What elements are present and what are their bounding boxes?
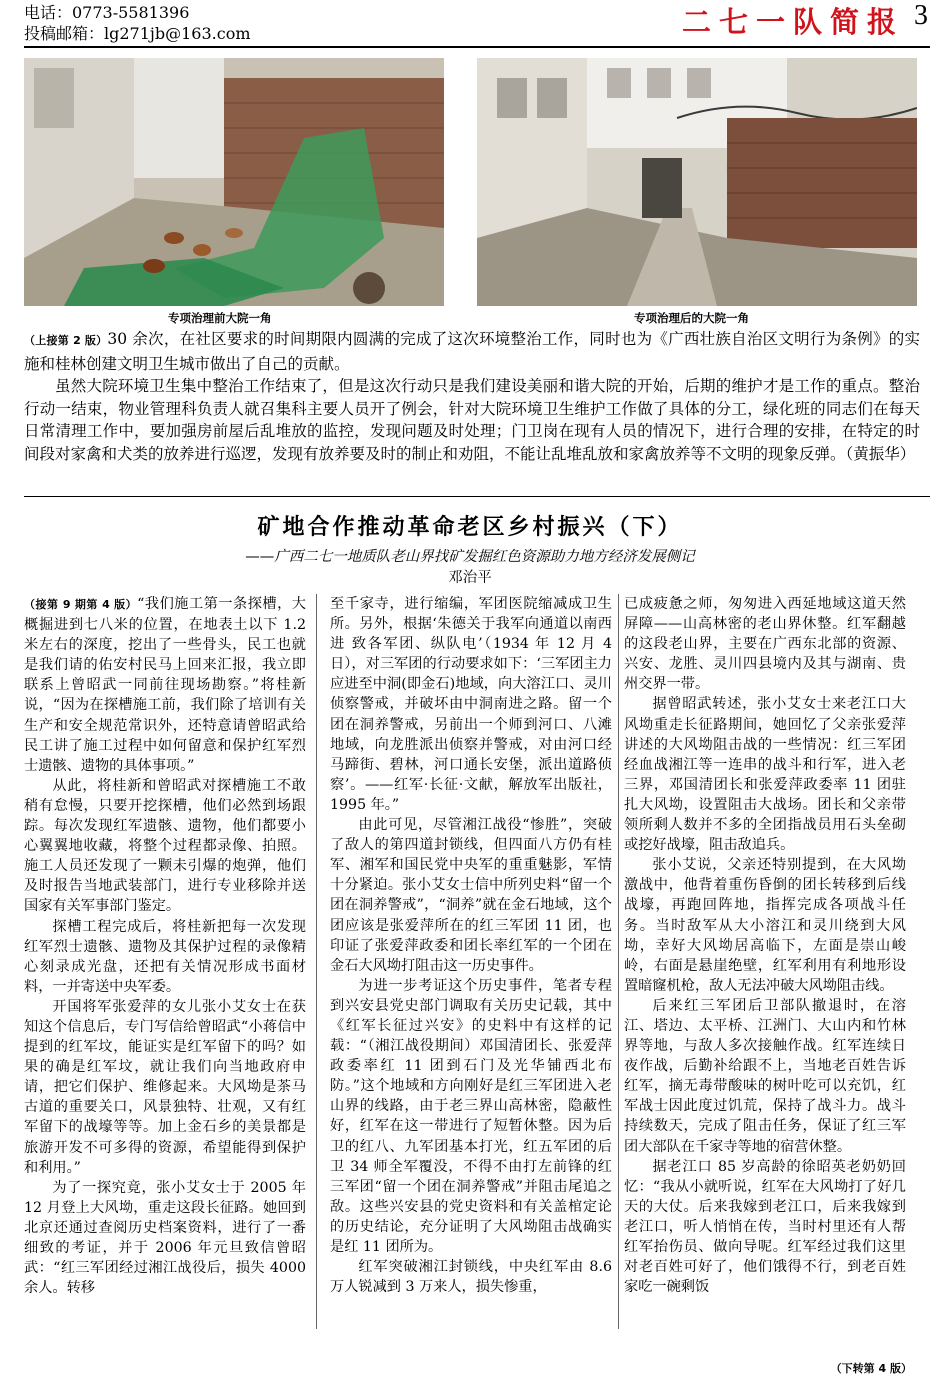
article-paragraph: 由此可见，尽管湘江战役“惨胜”，突破了敌人的第四道封锁线，但四面八方仍有桂军、湘军和国民党中央军的重重魅影，军情十分紧迫。张小艾女士信中所列史料“留一个团在洞养警戒”，“洞养”就在金石地域，这个团应该是张爱萍所在的红三军团 11 团，也印证了张爱萍政委和团长率红军的一个团在金石大风坳打阻击这一历史事件。 [330, 817, 612, 974]
article-column-2 [330, 594, 612, 1334]
article-paragraph: 已成疲惫之师，匆匆进入西延地域这道天然屏障——山高林密的老山界休整。红军翻越的这段老山界，主要在广西东北部的资源、兴安、龙胜、灵川四县境内及其与湖南、贵州交界一带。 [624, 596, 906, 693]
photo-before-caption: 专项治理前大院一角 [168, 311, 272, 325]
article-paragraph: 为进一步考证这个历史事件，笔者专程到兴安县党史部门调取有关历史记载，其中《红军长征过兴安》的史料中有这样的记载：“（湘江战役期间）邓国清团长、张爱萍政委率红 11 团到石门及光华铺西北布防。”这个地域和方向刚好是红三军团进入老山界的线路，由于老三界山高林密，隐蔽性好，红军在这一带进行了短暂休整。因为后卫的红八、九军团基本打光，红五军团的后卫 34 师全军覆没，不得不由打左前锋的红三军团“留一个团在洞养警戒”并阻击尾追之敌。这些兴安县的党史资料和有关盖棺定论的历史结论，充分证明了大风坳阻击战确实是红 11 团所为。 [330, 977, 612, 1255]
phone-number: 电话：0773-5581396 [24, 3, 190, 22]
page-header [0, 0, 940, 48]
page-number: 3 [914, 0, 928, 31]
article-paragraph: 开国将军张爱萍的女儿张小艾女士在获知这个信息后，专门写信给曾昭武“小蒋信中提到的红军坟，能证实是红军留下的吗？如果的确是红军坟，就让我们向当地政府申请，把它们保护、维修起来。大风坳是茶马古道的重要关口，风景独特、壮观，又有红军留下的战壕等等。加上金石乡的美景都是旅游开发不可多得的资源，希望能得到保护和利用。” [24, 998, 306, 1176]
masthead-title: 二七一队简报 [681, 5, 904, 39]
section-divider [24, 496, 930, 497]
article-author: 邓治平 [448, 570, 492, 586]
submission-email: 投稿邮箱：lg271jb@163.com [24, 24, 251, 43]
top-article-paragraph: 虽然大院环境卫生集中整治工作结束了，但是这次行动只是我们建设美丽和谐大院的开始，后期的维护才是工作的重点。整治行动一结束，物业管理科负责人就召集科主要人员开了例会，针对大院环境卫生维护工作做了具体的分工，绿化班的同志们在每天日常清理工作中，要加强房前屋后乱堆放的监控，发现问题及时处理；门卫岗在现有人员的情况下，进行合理的安排，在特定的时间段对家禽和犬类的放养进行巡逻，发现有放养要及时的制止和劝阻，不能让乱堆乱放和家禽放养等不文明的现象反弹。（黄振华） [24, 377, 920, 463]
article-paragraph: 从此，将桂新和曾昭武对探槽施工不敢稍有怠慢，只要开挖探槽，他们必然到场跟踪。每次发现红军遗骸、遗物，他们都要小心翼翼地收藏，将整个过程都录像、拍照。施工人员还发现了一颗未引爆的炮弹，他们及时报告当地武装部门，进行专业移除并送国家有关军事部门鉴定。 [24, 777, 306, 915]
article-paragraph: 后来红三军团后卫部队撤退时，在溶江、塔边、太平桥、江洲门、大山内和竹林界等地，与敌人多次接触作战。红军连续日夜作战，后勤补给跟不上，当地老百姓告诉红军，摘无毒带酸味的树叶吃可以充饥，红军战士因此度过饥荒，保持了战斗力。战斗持续数天，完成了阻击任务，保证了红三军团大部队在千家寺等地的宿营休整。 [624, 997, 906, 1155]
header-rule [24, 46, 930, 48]
photo-after-caption: 专项治理后的大院一角 [634, 311, 749, 325]
continued-from-label: （接第 9 期第 4 版） [24, 598, 138, 611]
contact-info [24, 2, 251, 44]
article-paragraph: 张小艾说，父亲还特别提到，在大风坳激战中，他背着重伤昏倒的团长转移到后线战壕，再跑回阵地，指挥完成各项战斗任务。当时敌军从大小溶江和灵川绕到大风坳，幸好大风坳居高临下，左面是崇山峻岭，右面是悬崖绝壁，红军利用有利地形设置暗窿机枪，敌人无法冲破大风坳阻击线。 [624, 857, 906, 994]
column-rule [316, 594, 317, 1329]
article-column-1 [24, 594, 306, 1334]
continued-from-label: （上接第 2 版） [24, 334, 108, 347]
article-paragraph: 红军突破湘江封锁线，中央红军由 8.6 万人锐减到 3 万来人，损失惨重， [330, 1259, 612, 1296]
article-title: 矿地合作推动革命老区乡村振兴（下） [257, 515, 683, 540]
article-paragraph: 据老江口 85 岁高龄的徐昭英老奶奶回忆：“我从小就听说，红军在大风坳打了好几天的大仗。后来我嫁到老江口，后来我嫁到老江口，听人悄悄在传，当时村里还有人帮红军抬伤员、做向导呢。红军经过我们这里对老百姓可好了，他们饿得不行，到老百姓家吃一碗剩饭 [624, 1158, 906, 1296]
article-paragraph: 至千家寺，进行缩编，军团医院缩减成卫生所。另外，根据‘朱德关于我军向通道以南西进 致各军团、纵队电’（1934 年 12 月 4 日），对三军团的行动要求如下：‘三军团主力应进至中洞(即金石)地域，向大溶江口、灵川侦察警戒，并破坏由中洞南进之路。留一个团在洞养警戒，另前出一个师到河口、八滩地域，向龙胜派出侦察并警戒，对由河口经马蹄街、碧林，河口通长安堡，派出道路侦察’。——红军·长征·文献，解放军出版社，1995 年。” [330, 596, 612, 813]
photo-after-cleanup [477, 58, 917, 306]
article-paragraph: 据曾昭武转述，张小艾女士来老江口大风坳重走长征路期间，她回忆了父亲张爱萍讲述的大风坳阻击战的一些情况：红三军团经血战湘江等一连串的战斗和行军，进入老三界，邓国清团长和张爱萍政委率 11 团驻扎大风坳，设置阻击大战场。团长和父亲带领所剩人数并不多的全团指战员用石头垒砌或挖好战壕，阻击敌追兵。 [624, 696, 906, 854]
article-paragraph: 探槽工程完成后，将桂新把每一次发现红军烈士遗骸、遗物及其保护过程的录像精心刻录成光盘，还把有关情况形成书面材料，一并寄送中央军委。 [24, 918, 306, 995]
article-paragraph: 为了一探究竟，张小艾女士于 2005 年 12 月登上大风坳，重走这段长征路。她回到北京还通过查阅历史档案资料，进行了一番细致的考证，并于 2006 年元旦致信曾昭武：“红三军团经过湘江战役后，损失 4000 余人。转移 [24, 1179, 306, 1297]
column-rule [618, 594, 619, 1329]
article-column-3 [624, 594, 906, 1334]
article-paragraph: （接第 9 期第 4 版）“我们施工第一条探槽，大概掘进到七八米的位置，在地表土以下 1.2 米左右的深度，挖出了一些骨头，民工也就是我们请的佑安村民马上回来汇报，我立即联系上曾昭武一同前往现场勘察。”将桂新说，“因为在探槽施工前，我们除了培训有关生产和安全规范常识外，还特意请曾昭武给民工讲了施工过程中如何留意和保护红军烈士遗骸、遗物的具体事项。” [24, 596, 306, 774]
article-subtitle: ——广西二七一地质队老山界找矿发掘红色资源助力地方经济发展侧记 [245, 549, 695, 565]
continued-to-label: （下转第 4 版） [830, 1362, 912, 1375]
top-article [24, 328, 920, 465]
top-article-paragraph: （上接第 2 版）30 余次，在社区要求的时间期限内圆满的完成了这次环境整治工作，同时也为《广西壮族自治区文明行为条例》的实施和桂林创建文明卫生城市做出了自己的贡献。 [24, 330, 920, 373]
photo-before-cleanup [24, 58, 444, 306]
